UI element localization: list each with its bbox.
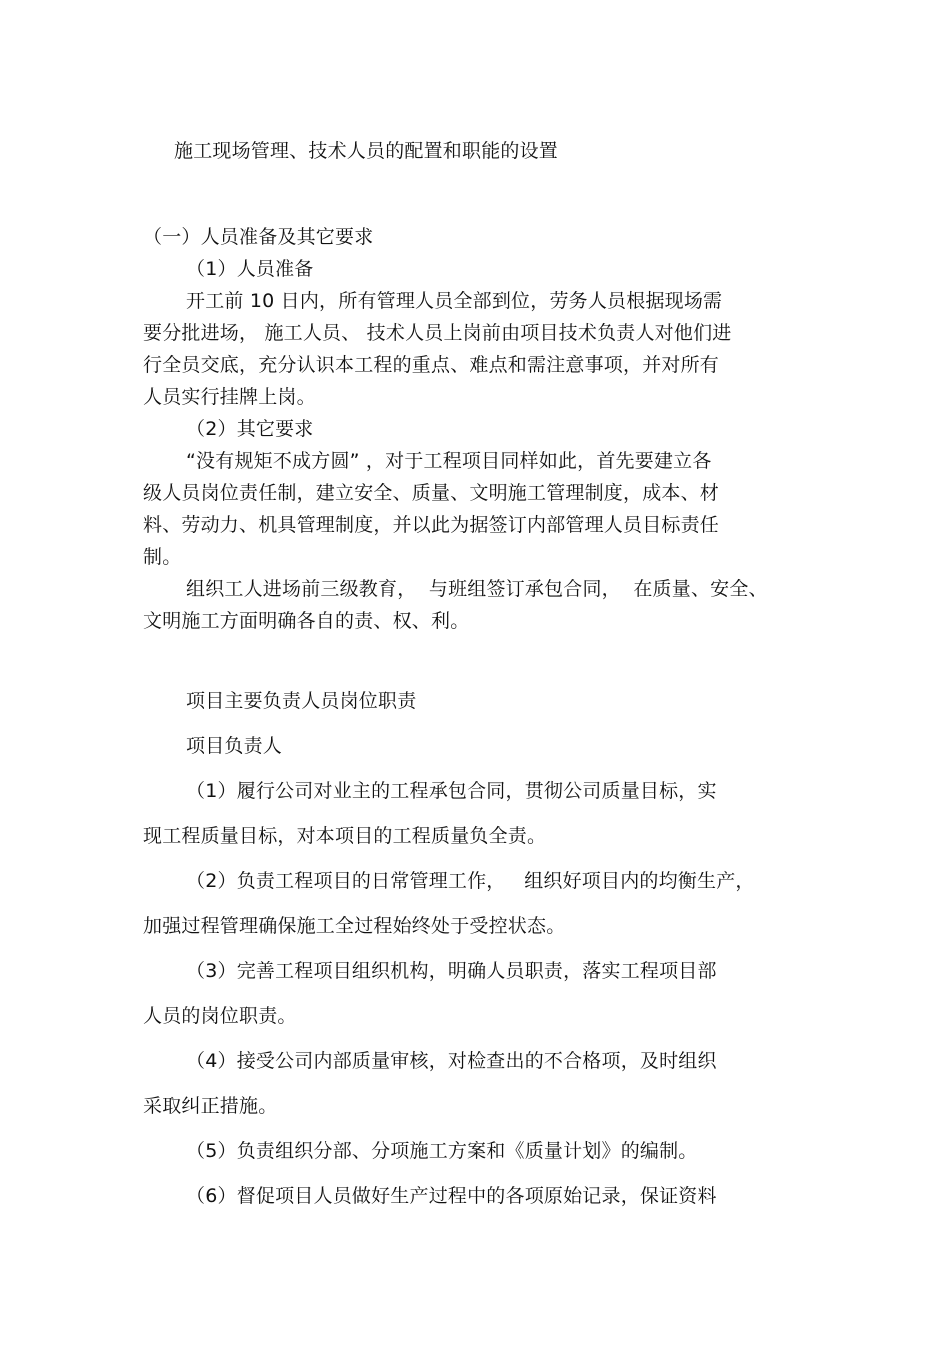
list-item: （5）负责组织分部、分项施工方案和《质量计划》的编制。: [186, 1140, 698, 1162]
paragraph-line: 要分批进场， 施工人员、 技术人员上岗前由项目技术负责人对他们进: [143, 322, 732, 344]
list-item: （3）完善工程项目组织机构，明确人员职责，落实工程项目部: [186, 960, 717, 982]
paragraph-line: 级人员岗位责任制，建立安全、质量、文明施工管理制度，成本、材: [143, 482, 720, 504]
section-heading: 项目主要负责人员岗位职责: [186, 690, 417, 712]
list-item-continuation: 采取纠正措施。: [143, 1095, 278, 1117]
subsection-heading: （1）人员准备: [186, 258, 314, 280]
list-item-continuation: 加强过程管理确保施工全过程始终处于受控状态。: [143, 915, 566, 937]
subsection-heading: （2）其它要求: [186, 418, 314, 440]
list-item: （1）履行公司对业主的工程承包合同，贯彻公司质量目标，实: [186, 780, 717, 802]
list-item: （4）接受公司内部质量审核，对检查出的不合格项，及时组织: [186, 1050, 717, 1072]
list-item-continuation: 人员的岗位职责。: [143, 1005, 297, 1027]
list-item: （2）负责工程项目的日常管理工作， 组织好项目内的均衡生产，: [186, 870, 755, 892]
paragraph-line: 文明施工方面明确各自的责、权、利。: [143, 610, 470, 632]
paragraph-line: 人员实行挂牌上岗。: [143, 386, 316, 408]
section-heading: （一）人员准备及其它要求: [143, 226, 374, 248]
paragraph-line: “没有规矩不成方圆” ，对于工程项目同样如此，首先要建立各: [186, 450, 712, 472]
subsection-heading: 项目负责人: [186, 735, 283, 757]
paragraph-line: 料、劳动力、机具管理制度，并以此为据签订内部管理人员目标责任: [143, 514, 720, 536]
paragraph-line: 制。: [143, 546, 182, 568]
paragraph-line: 组织工人进场前三级教育， 与班组签订承包合同， 在质量、安全、: [186, 578, 768, 600]
list-item: （6）督促项目人员做好生产过程中的各项原始记录，保证资料: [186, 1185, 717, 1207]
list-item-continuation: 现工程质量目标，对本项目的工程质量负全责。: [143, 825, 547, 847]
paragraph-line: 行全员交底，充分认识本工程的重点、难点和需注意事项，并对所有: [143, 354, 720, 376]
paragraph-line: 开工前 10 日内，所有管理人员全部到位，劳务人员根据现场需: [186, 290, 723, 312]
document-title: 施工现场管理、技术人员的配置和职能的设置: [174, 140, 559, 162]
